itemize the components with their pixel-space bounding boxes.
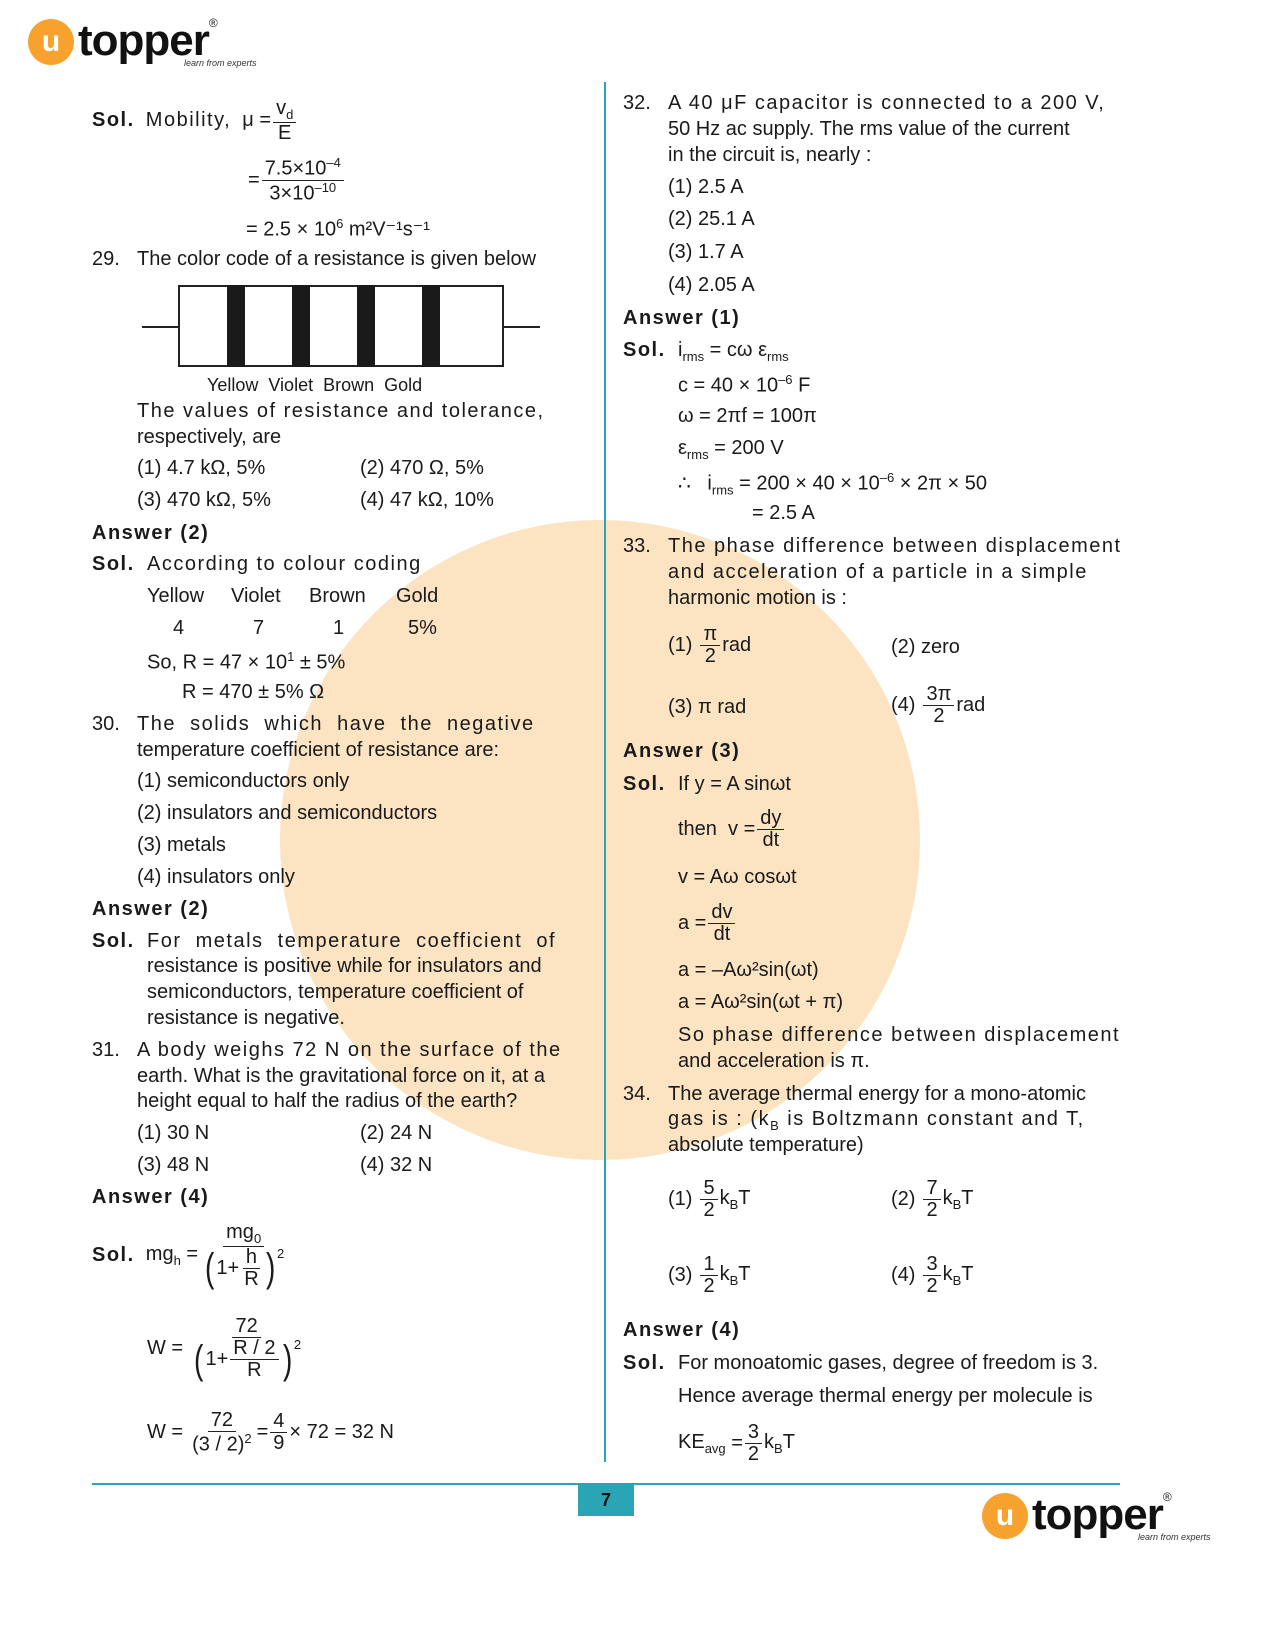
q29-value-4: 5% [408,617,437,639]
footer-logo-reg: ® [1162,1490,1172,1504]
q32-sol-label: Sol. [623,339,666,361]
q33-text2: and acceleration of a particle in a simple [668,561,1088,583]
q29-answer: Answer (2) [92,522,210,544]
q32-sol-1: $i_{rms} = c\omega$ $\varepsilon_{rms}$ [678,339,789,364]
resistor-lead-left [142,326,178,328]
q33-option-1: (1) $\frac{\pi}{2}$ rad [668,623,752,667]
q33-option-4: (4) $\frac{3\pi}{2}$ rad [891,683,986,727]
q33-option-3: (3) π rad [668,696,747,718]
q32-option-3: (3) 1.7 A [668,241,744,263]
q28-sol-line1 [92,98,298,144]
q31-option-3: (3) 48 N [137,1154,210,1176]
q33-number: 33. [623,535,651,557]
q30-option-1: (1) semiconductors only [137,770,350,792]
q31-frac-2: 72 ( 1+ $\frac{R / 2}{R}$ ) $^2$ [194,1315,302,1382]
q32-sol-3: ω = 2πf = 100π [678,405,817,427]
mobility-label: Mobility, [145,109,232,132]
q30-sol-1: For metals temperature coefficient of [147,930,557,952]
q31-sol-line3: W = $\frac{72}{(3 / 2)^2}$ = $\frac{4}{9}$ × 72 = 32 N [147,1409,394,1456]
logo-tagline: learn from experts [184,58,257,68]
q30-number: 30. [92,713,120,735]
q29-color-1: Yellow [147,585,205,607]
q33-answer: Answer (3) [623,740,741,762]
q31-frac-1: $mg_0$ ( 1+ $\frac{h}{R}$ ) $^2$ [205,1221,285,1291]
q29-option-4: (4) 47 kΩ, 10% [360,489,494,511]
q30-option-2: (2) insulators and semiconductors [137,802,438,824]
q29-text: The color code of a resistance is given below [137,248,537,270]
q34-number: 34. [623,1083,651,1105]
q34-sol-label: Sol. [623,1352,666,1374]
q29-text3: respectively, are [137,426,282,448]
q30-text1: The solids which have the negative [137,713,535,735]
footer-logo [982,1490,1211,1542]
q30-sol-2: resistance is positive while for insulators and [147,955,542,977]
q29-value-3: 1 [333,617,345,639]
q29-text2: The values of resistance and tolerance, [137,400,545,422]
footer-logo-text: topper [1032,1490,1163,1539]
q33-sol-4: a = $\frac{dv}{dt}$ [678,902,737,945]
q31-sol-line1: Sol. $mg_h$ = $mg_0$ ( 1+ $\frac{h}{R}$ ) $^2$ [92,1222,289,1290]
logo-u-icon: u [28,19,74,65]
q34-ke-formula: $KE_{avg}$ = $\frac{3}{2}$ $k_BT$ [678,1421,795,1465]
q29-color-2: Violet [231,585,281,607]
q29-color-4: Gold [396,585,439,607]
footer-logo-tagline: learn from experts [1138,1532,1211,1542]
q32-sol-2: $c = 40 \times 10^{-6}$ F [678,372,811,397]
header-logo [28,16,257,68]
mu-symbol: μ = [242,109,272,132]
q29-color-3: Brown [309,585,366,607]
band-violet [292,285,310,367]
q31-option-1: (1) 30 N [137,1122,210,1144]
q32-sol-4: $\varepsilon_{rms} = 200$ V [678,437,784,462]
q34-option-3: (3) $\frac{1}{2}$ $k_BT$ [668,1253,751,1297]
q28-result: = $2.5 \times 10^6$ m²V⁻¹s⁻¹ [246,216,430,241]
q34-text2: gas is : ($k_B$ is Boltzmann constant and T, [668,1108,1085,1133]
footer-logo-u-icon: u [982,1493,1028,1539]
q34-sol-2: Hence average thermal energy per molecule is [678,1385,1093,1407]
q29-value-1: 4 [173,617,185,639]
band-labels: Yellow Violet Brown Gold [207,375,423,395]
q31-text3: height equal to half the radius of the earth? [137,1090,518,1112]
resistor-lead-right [504,326,540,328]
q34-option-2: (2) $\frac{7}{2}$ $k_BT$ [891,1177,974,1221]
q31-option-4: (4) 32 N [360,1154,433,1176]
q33-sol-6: a = Aω²sin(ωt + π) [678,991,844,1013]
q34-text1: The average thermal energy for a mono-atomic [668,1083,1086,1105]
q30-answer: Answer (2) [92,898,210,920]
q33-sol-1: If y = A sinωt [678,773,791,795]
q33-sol-label: Sol. [623,773,666,795]
q29-option-2: (2) 470 Ω, 5% [360,457,484,479]
q32-answer: Answer (1) [623,307,741,329]
mobility-value-fraction: $\frac{7.5\times 10^{-4}}{3\times 10^{-10}}$ [262,156,344,204]
q33-text3: harmonic motion is : [668,587,847,609]
q29-value-2: 7 [253,617,265,639]
q32-number: 32. [623,92,651,114]
q29-option-3: (3) 470 kΩ, 5% [137,489,271,511]
q30-sol-4: resistance is negative. [147,1007,345,1029]
q32-sol-5: ∴ $i_{rms} = 200 \times 40 \times 10^{-6} \times 2\pi \times 50$ [678,470,988,498]
q32-option-4: (4) 2.05 A [668,274,755,296]
q33-sol-7: So phase difference between displacement [678,1024,1121,1046]
q33-text1: The phase difference between displacement [668,535,1122,557]
page-number: 7 [578,1484,634,1516]
q32-text1: A 40 μF capacitor is connected to a 200 V, [668,92,1106,114]
vd-over-e-fraction: $\frac{v_d}{E}$ [273,98,296,144]
q28-sol-line2: = $\frac{7.5\times 10^{-4}}{3\times 10^{-10}}$ [248,156,346,204]
q30-text2: temperature coefficient of resistance are: [137,739,500,761]
q34-option-1: (1) $\frac{5}{2}$ $k_BT$ [668,1177,751,1221]
q34-text3: absolute temperature) [668,1134,864,1156]
q30-sol-3: semiconductors, temperature coefficient of [147,981,524,1003]
q33-sol-8: and acceleration is π. [678,1050,870,1072]
logo-reg: ® [208,16,218,30]
band-brown [357,285,375,367]
q33-option-2: (2) zero [891,636,960,658]
logo-text: topper [78,16,209,65]
q33-sol-5: a = –Aω²sin(ωt) [678,959,819,981]
q34-option-4: (4) $\frac{3}{2}$ $k_BT$ [891,1253,974,1297]
q30-option-4: (4) insulators only [137,866,295,888]
q34-answer: Answer (4) [623,1319,741,1341]
q29-sol-text: According to colour coding [147,553,422,575]
q29-r-line: R = 470 ± 5% Ω [182,681,325,703]
band-yellow [227,285,245,367]
q29-number: 29. [92,248,120,270]
q30-sol-label: Sol. [92,930,135,952]
q31-option-2: (2) 24 N [360,1122,433,1144]
q30-option-3: (3) metals [137,834,226,856]
q33-sol-3: v = Aω cosωt [678,866,797,888]
q34-sol-1: For monoatomic gases, degree of freedom is 3. [678,1352,1099,1374]
q29-option-1: (1) 4.7 kΩ, 5% [137,457,266,479]
band-gold [422,285,440,367]
q32-text3: in the circuit is, nearly : [668,144,872,166]
q32-option-1: (1) 2.5 A [668,176,744,198]
sol-label: Sol. [92,109,135,132]
q32-sol-6: = 2.5 A [752,502,815,524]
column-divider [604,82,606,1462]
q29-so-line: So, $R = 47 \times 10^1 \pm 5\%$ [147,649,346,674]
q31-number: 31. [92,1039,120,1061]
q33-sol-2: then v = $\frac{dy}{dt}$ [678,808,786,851]
q29-sol-label: Sol. [92,553,135,575]
q32-text2: 50 Hz ac supply. The rms value of the current [668,118,1070,140]
q31-text2: earth. What is the gravitational force on it, at a [137,1065,545,1087]
q32-option-2: (2) 25.1 A [668,208,755,230]
q31-sol-line2: W = 72 ( 1+ $\frac{R / 2}{R}$ ) $^2$ [147,1316,306,1381]
q31-text1: A body weighs 72 N on the surface of the [137,1039,562,1061]
q31-answer: Answer (4) [92,1186,210,1208]
